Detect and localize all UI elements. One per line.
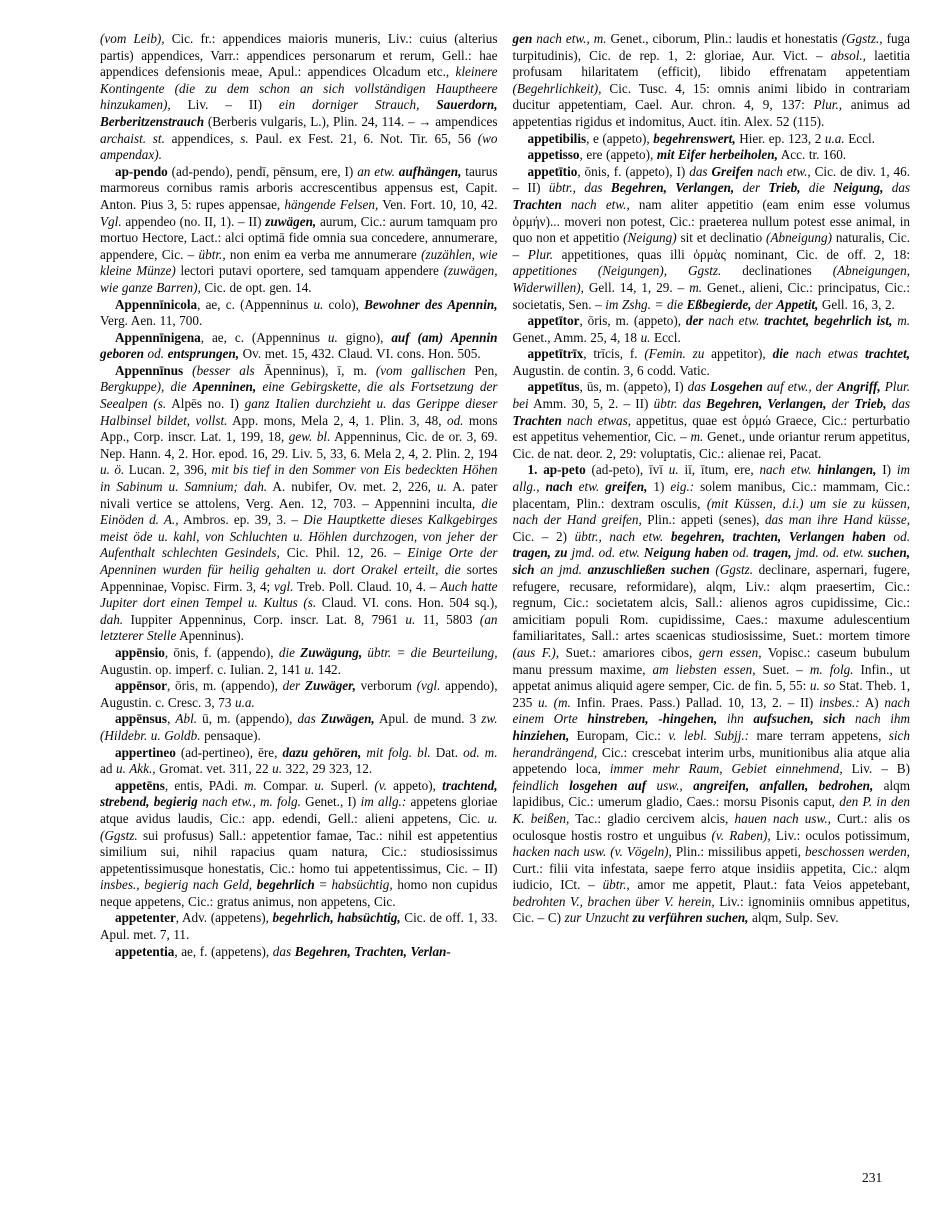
left-column [100, 31, 498, 960]
dictionary-entry: 1. ap-peto (ad-peto), īvī u. iī, ītum, ere, nach etw. hinlangen, I) im allg., nach etw. greifen, 1) eig.: solem manibus, Cic.: mammam, Cic.: placentam, Plin.: dextram osculis, (mit Küssen, d.i.) um sie zu küssen, nach der Hand greifen, Plin.: appeti (senes), das man ihre Hand küsse, Cic. – 2) übtr., nach etw. begehren, trachten, Verlangen haben od. tragen, zu jmd. od. etw. Neigung haben od. tragen, jmd. od. etw. suchen, sich an jmd. anzuschließen suchen (Ggstz. declinare, aspernari, fugere, refugere, recusare, reformidare), alqm, Liv.: alqm praesertim, Cic.: regnum, Cic.: societatem alcis, Sall.: alienos agros cupidissime, Cic.: amicitiam populi Rom. cupidissime, Caes.: maxume adulescentium familiaritates, Sall.: artes scaenicas studiosissime, Suet.: mortem timore (aus F.), Suet.: amariores cibos, gern essen, Vopisc.: caseum bubulum manu pressum maxime, am liebsten essen, Suet. – m. folg. Infin., ut appetat animus aliquid agere semper, Cic. de fin. 5, 55: u. so Stat. Theb. 1, 235 u. (m. Infin. Praes. Pass.) Pallad. 10, 13, 2. – II) insbes.: A) nach einem Orte hinstreben, -hingehen, ihn aufsuchen, sich nach ihm hinziehen, Europam, Cic.: v. lebl. Subjj.: mare terram appetens, sich herandrängend, Cic.: crescebat interim urbs, munitionibus alia atque alia appetendo loca, immer mehr Raum, Gebiet einnehmend, Liv. – B) feindlich losgehen auf usw., angreifen, anfallen, bedrohen, alqm lapidibus, Cic.: umerum gladio, Caes.: morsu Pisonis caput, den P. in den K. beißen, Tac.: gladio cercivem alcis, hauen nach usw., Curt.: alis os oculosque hostis rostro et unguibus (v. Raben), Liv.: oculos potissimum, hacken nach usw. (v. Vögeln), Plin.: missilibus appeti, beschossen werden, Curt.: filii vita infestata, saepe ferro atque insidiis appetita, Cic.: alqm iudicio, ICt. – übtr., amor me appetit, Plaut.: fata Veios appetebant, bedrohten V., brachen über V. herein, Liv.: ignominiis omnibus appetitus, Cic. – C) zur Unzucht zu verführen suchen, alqm, Sulp. Sev. [512, 462, 911, 926]
right-column [513, 31, 911, 960]
dictionary-entry: appertineo (ad-pertineo), ēre, dazu gehören, mit folg. bl. Dat. od. m. ad u. Akk., Gromat. vet. 311, 22 u. 322, 29 323, 12. [100, 744, 498, 777]
dictionary-entry: Appennīnigena, ae, c. (Appenninus u. gigno), auf (am) Apennin geboren od. entsprungen, Ov. met. 15, 432. Claud. VI. cons. Hon. 505. [100, 329, 498, 362]
dictionary-entry: Appennīnus (besser als Āpenninus), ī, m. (vom gallischen Pen, Bergkuppe), die Apenninen, eine Gebirgskette, die als Fortsetzung der Seealpen (s. Alpēs no. I) ganz Italien durchzieht u. das Gerippe dieser Halbinsel bildet, vollst. App. mons, Mela 2, 4, 1. Plin. 3, 48, od. mons App., Corp. inscr. Lat. 1, 199, 18, gew. bl. Appenninus, Cic. de or. 3, 69. Nep. Hann. 4, 2. Hor. epod. 16, 29. Liv. 5, 33, 6. Mela 2, 4, 2. Plin. 2, 194 u. ö. Lucan. 2, 396, mit bis tief in den Sommer von Eis bedeckten Höhen in Sabinum u. Samnium; dah. A. nubifer, Ov. met. 2, 226, u. A. pater nivali vertice se attolens, Verg. Aen. 12, 703. – Appennini inculta, die Einöden d. A., Ambros. ep. 39, 3. – Die Hauptkette dieses Kalkgebirges meist öde u. kahl, von Schluchten u. Höhlen durchzogen, von jeher der Aufenthalt schlechten Gesindels, Cic. Phil. 12, 26. – Einige Orte der Apenninen wurden für heilig gehalten u. dort Orakel erteilt, die sortes Appenninae, Vopisc. Firm. 3, 4; vgl. Treb. Poll. Claud. 10, 4. – Auch hatte Jupiter dort einen Tempel u. Kultus (s. Claud. VI. cons. Hon. 504 sq.), dah. Iuppiter Appenninus, Corp. inscr. Lat. 8, 7961 u. 11, 5803 (an letzterer Stelle Apenninus). [100, 362, 498, 644]
dictionary-entry: ap-pendo (ad-pendo), pendī, pēnsum, ere, I) an etw. aufhängen, taurus marmoreus cornibus ramis arboris accrescentibus appensus est, Capit. Anton. Pius 3, 5: rupes appensae, hängende Felsen, Ven. Fort. 10, 10, 42. Vgl. appendeo (no. II, 1). – II) zuwägen, aurum, Cic.: aurum tamquam pro mortuo Hectore, Lact.: alci optimā fide omnia sua concedere, annumerare, appendere, Cic. – übtr., non enim ea verba me annumerare (zuzählen, wie kleine Münze) lectori putavi oportere, sed tamquam appendere (zuwägen, wie ganze Barren), Cic. de opt. gen. 14. [100, 163, 498, 295]
dictionary-entry: (vom Leib), Cic. fr.: appendices maioris muneris, Liv.: cuius (alterius partis) appendices, Varr.: appendices personarum et rerum, Gell.: hae appendices defensionis meae, Apul.: appendices Olcadum etc., kleinere Kontingente (die zu dem schon an sich vollständigen Hauptheere hinzukamen), Liv. – II) ein dorniger Strauch, Sauerdorn, Berberitzenstrauch (Berberis vulgaris, L.), Plin. 24, 114. – → ampendices archaist. st. appendices, s. Paul. ex Fest. 21, 6. Not. Tir. 65, 56 (wo ampendax). [100, 31, 498, 163]
dictionary-text [100, 31, 910, 960]
dictionary-entry: appetenter, Adv. (appetens), begehrlich, habsüchtig, Cic. de off. 1, 33. Apul. met. 7, 11. [100, 910, 498, 943]
dictionary-entry: appetītor, ōris, m. (appeto), der nach etw. trachtet, begehrlich ist, m. Genet., Amm. 25, 4, 18 u. Eccl. [512, 313, 911, 345]
dictionary-entry: appetītrīx, trīcis, f. (Femin. zu appetitor), die nach etwas trachtet, Augustin. de contin. 3, 6 codd. Vatic. [512, 346, 911, 378]
dictionary-entry: appetēns, entis, PAdi. m. Compar. u. Superl. (v. appeto), trachtend, strebend, begierig nach etw., m. folg. Genet., I) im allg.: appetens gloriae atque avidus laudis, Cic.: app. edendi, Gell.: alieni appetens, Cic. u. (Ggstz. sui profusus) Sall.: appetentior famae, Tac.: nihil est appetentius similium sui, nihil rapacius quam natura, Cic.: studiosissimus appetentissimusque honestatis, Cic.: homo tui appetentissimus, Cic. – II) insbes., begierig nach Geld, begehrlich = habsüchtig, homo non cupidus neque appetens, Cic.: gratus animus, non appetens, Cic. [100, 777, 498, 909]
dictionary-entry: appēnsus, Abl. ū, m. (appendo), das Zuwägen, Apul. de mund. 3 zw. (Hildebr. u. Goldb. pensaque). [100, 711, 498, 743]
page-number: 231 [862, 1170, 883, 1185]
dictionary-entry: appetisso, ere (appeto), mit Eifer herbeiholen, Acc. tr. 160. [527, 147, 847, 163]
dictionary-entry: Appennīnicola, ae, c. (Appenninus u. colo), Bewohner des Apennin, Verg. Aen. 11, 700. [100, 296, 498, 329]
dictionary-entry: appetītus, ūs, m. (appeto), I) das Losgehen auf etw., der Angriff, Plur. bei Amm. 30, 5, 2. – II) übtr. das Begehren, Verlangen, der Trieb, das Trachten nach etwas, appetitus, quae est ὁρμώ Graece, Cic.: perturbatio est appetitus vehementior, Cic. – m. Genet., unde oriantur rerum appetitus, Cic. de nat. deor. 2, 29: voluptatis, Cic.: alienae rei, Pacat. [512, 379, 911, 461]
dictionary-entry: appēnsor, ōris, m. (appendo), der Zuwäger, verborum (vgl. appendo), Augustin. c. Cresc. 3, 73 u.a. [100, 678, 498, 710]
dictionary-entry: appēnsio, ōnis, f. (appendo), die Zuwägung, übtr. = die Beurteilung, Augustin. op. imperf. c. Iulian. 2, 141 u. 142. [100, 644, 498, 677]
dictionary-entry: appetentia, ae, f. (appetens), das Begehren, Trachten, Verlan- [115, 943, 451, 959]
dictionary-entry: appetītio, ōnis, f. (appeto), I) das Greifen nach etw., Cic. de div. 1, 46. – II) übtr., das Begehren, Verlangen, der Trieb, die Neigung, das Trachten nach etw., nam aliter appetitio (eam enim esse volumus ὁρμήν)... moveri non potest, Cic.: praeterea nullum potest esse animal, in quo non et appetitio (Neigung) sit et declinatio (Abneigung) naturalis, Cic. – Plur. appetitiones, quas illi ὁρμὰς nominant, Cic. de off. 2, 18: appetitiones (Neigungen), Ggstz. declinationes (Abneigungen, Widerwillen), Gell. 14, 1, 29. – m. Genet., alieni, Cic.: principatus, Cic.: societatis, Sen. – im Zshg. = die Eßbegierde, der Appetit, Gell. 16, 3, 2. [512, 163, 911, 312]
dictionary-entry: gen nach etw., m. Genet., ciborum, Plin.: laudis et honestatis (Ggstz., fuga turpitudinis), Cic. de rep. 1, 2: gloriae, Aur. Vict. – absol., laetitia profusam hilaritatem (efficit), libido effrenatam appetentiam (Begehrlichkeit), Cic. Tusc. 4, 15: omnis animi libido in contrariam ducitur appetentiam, Cael. Aur. chron. 4, 9, 137: Plur., animus ad appetentias rigidus et indomitus, Auct. itin. Alex. 52 (115). [512, 31, 911, 129]
dictionary-entry: appetibilis, e (appeto), begehrenswert, Hier. ep. 123, 2 u.a. Eccl. [527, 130, 875, 146]
